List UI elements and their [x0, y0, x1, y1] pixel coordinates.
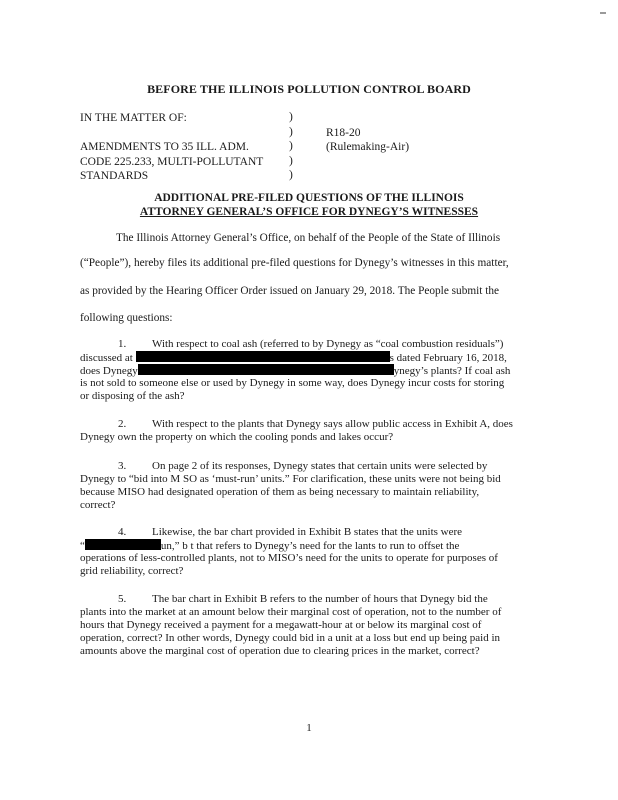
heading-line-1: ADDITIONAL PRE-FILED QUESTIONS OF THE ILLINOIS: [154, 192, 464, 204]
question-1-line: is not sold to someone else or used by Dynegy in some way, does Dynegy incur costs for storing: [80, 377, 505, 389]
caption-line-2: CODE 225.233, MULTI-POLLUTANT: [80, 156, 264, 168]
intro-line: as provided by the Hearing Officer Order issued on January 29, 2018. The People submit the: [80, 285, 500, 297]
scan-mark: [600, 12, 606, 14]
question-number: 5.: [118, 593, 127, 605]
caption-line-1: AMENDMENTS TO 35 ILL. ADM.: [80, 141, 249, 153]
caption-paren: ): [289, 155, 293, 167]
redaction-block: [85, 539, 161, 550]
question-5-line: The bar chart in Exhibit B refers to the number of hours that Dynegy bid the: [152, 593, 488, 605]
question-1-line: does Dynegy ynegy’s plants? If coal ash: [80, 365, 511, 377]
docket-type: (Rulemaking-Air): [326, 141, 410, 153]
question-4-line: grid reliability, correct?: [80, 565, 184, 577]
question-5-line: operation, correct? In other words, Dynegy could bid in a unit at a loss but end up being paid in: [80, 632, 501, 644]
question-1-line: discussed at s dated February 16, 2018,: [80, 352, 507, 364]
redaction-block: [136, 351, 390, 362]
question-4-line: Likewise, the bar chart provided in Exhibit B states that the units were: [152, 526, 463, 538]
caption-line-3: STANDARDS: [80, 170, 149, 182]
question-5-line: amounts above the marginal cost of operation due to clearing prices in the market, correct?: [80, 645, 480, 657]
question-number: 3.: [118, 460, 127, 472]
question-4-line: operations of less-controlled plants, not to MISO’s need for the units to operate for purposes of: [80, 552, 498, 564]
question-2-line: Dynegy own the property on which the cooling ponds and lakes occur?: [80, 431, 394, 443]
question-1-line: With respect to coal ash (referred to by Dynegy as “coal combustion residuals”): [152, 338, 504, 350]
question-number: 2.: [118, 418, 127, 430]
question-3-line: On page 2 of its responses, Dynegy states that certain units were selected by: [152, 460, 488, 472]
question-5-line: hours that Dynegy received a payment for a megawatt-hour at or below its marginal cost of: [80, 619, 482, 631]
docket-number: R18-20: [326, 127, 361, 139]
caption-paren: ): [289, 140, 293, 152]
page-number: 1: [306, 722, 312, 734]
caption-paren: ): [289, 169, 293, 181]
question-3-line: correct?: [80, 499, 116, 511]
question-3-line: because MISO had designated operation of them as being necessary to maintain reliability,: [80, 486, 480, 498]
caption-paren: ): [289, 126, 293, 138]
intro-line: (“People”), hereby files its additional pre-filed questions for Dynegy’s witnesses in this matter,: [80, 257, 509, 269]
question-2-line: With respect to the plants that Dynegy says allow public access in Exhibit A, does: [152, 418, 513, 430]
question-3-line: Dynegy to “bid into M SO as ‘must-run’ units.” For clarification, these units were not being bid: [80, 473, 501, 485]
heading-line-2: ATTORNEY GENERAL’S OFFICE FOR DYNEGY’S WITNESSES: [139, 206, 479, 218]
question-number: 1.: [118, 338, 127, 350]
caption-matter-label: IN THE MATTER OF:: [80, 112, 187, 124]
redaction-block: [138, 364, 394, 375]
question-number: 4.: [118, 526, 127, 538]
caption-paren: ): [289, 111, 293, 123]
intro-line: following questions:: [80, 312, 173, 324]
question-4-line: “ un,” b t that refers to Dynegy’s need for the lants to run to offset the: [80, 540, 460, 552]
document-title: BEFORE THE ILLINOIS POLLUTION CONTROL BOARD: [147, 82, 471, 96]
intro-line: The Illinois Attorney General’s Office, on behalf of the People of the State of Illinois: [116, 232, 501, 244]
question-1-line: or disposing of the ash?: [80, 390, 185, 402]
question-5-line: plants into the market at an amount below their marginal cost of operation, not to the number of: [80, 606, 502, 618]
